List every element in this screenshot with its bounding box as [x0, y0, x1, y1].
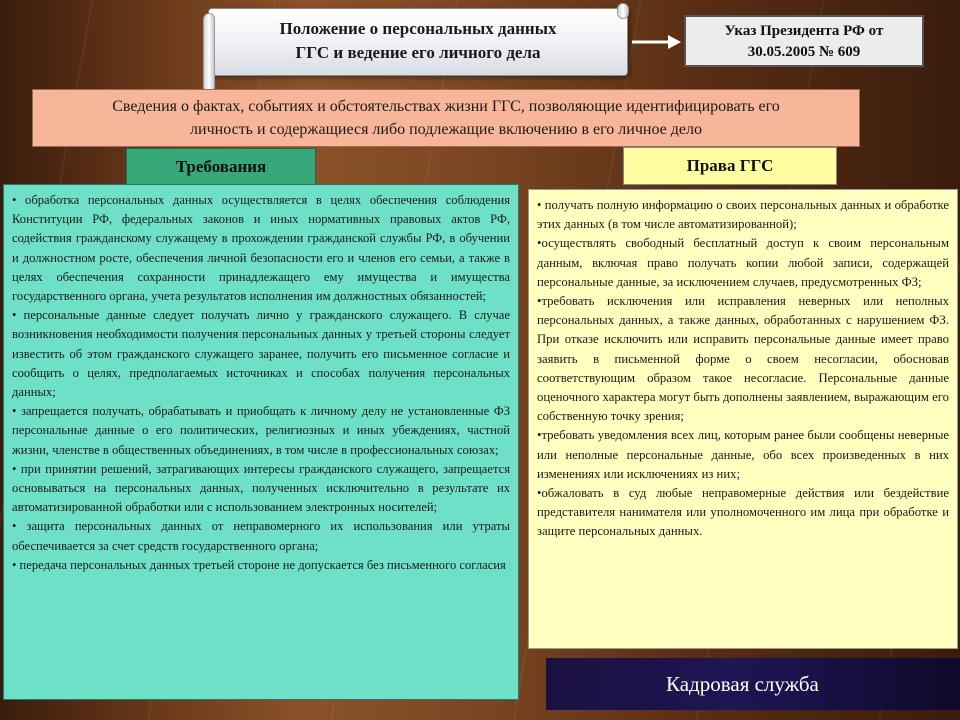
- decree-line2: 30.05.2005 № 609: [747, 44, 861, 60]
- rights-panel: [528, 189, 958, 649]
- requirement-item: • обработка персональных данных осуществляется в целях обеспечения соблюдения Конституции РФ, федеральных законов и иных нормативных правовых актов РФ, содействия гражданскому служащему в прохождении гражданской службы РФ, в обучении и должностном росте, обеспечения личной безопасности его и членов его семьи, а также в целях обеспечения сохранности принадлежащего ему имущества и имущества государственного органа, учета результатов исполнения им должностных обязанностей;: [12, 193, 510, 304]
- arrow-right-icon: [630, 34, 682, 50]
- slide-title: [221, 17, 615, 65]
- requirement-item: • запрещается получать, обрабатывать и приобщать к личному делу не установленные ФЗ персональные данные о его политических, религиозных и иных убеждениях, частной жизни, членстве в общественных объединениях, в том числе в профессиональных союзах;: [12, 404, 510, 457]
- requirements-header: Требования: [126, 148, 316, 186]
- scroll-curl-left: [203, 13, 215, 93]
- hr-service-banner: [546, 658, 960, 710]
- definition-box: [32, 89, 860, 147]
- right-item: •обжаловать в суд любые неправомерные действия или бездействие представителя нанимателя или уполномоченного им лица при обработке и защите персональных данных.: [537, 486, 949, 539]
- slide-title-line2: ГГС и ведение его личного дела: [295, 43, 541, 62]
- definition-line2: личность и содержащиеся либо подлежащие включению в его личное дело: [190, 121, 702, 138]
- right-item: •осуществлять свободный бесплатный доступ к своим персональным данным, включая право получать копии любой записи, содержащей персональные данные, за исключением случаев, предусмотренных ФЗ;: [537, 236, 949, 289]
- scroll-curl-right: [617, 3, 629, 19]
- decree-box: [684, 15, 924, 67]
- requirement-item: • передача персональных данных третьей стороне не допускается без письменного согласия: [12, 557, 506, 572]
- title-scroll: [208, 8, 628, 76]
- requirement-item: • защита персональных данных от неправомерного их использования или утраты обеспечивается за счет средств государственного органа;: [12, 519, 510, 553]
- requirement-item: • при принятии решений, затрагивающих интересы гражданского служащего, запрещается основываться на персональных данных, полученных исключительно в результате их автоматизированной обработки или с использованием электронных носителей;: [12, 461, 510, 515]
- slide-title-line1: Положение о персональных данных: [279, 19, 557, 38]
- requirement-item: • персональные данные следует получать лично у гражданского служащего. В случае возникновения необходимости получения персональных данных у третьей стороны следует известить об этом гражданского служащего заранее, получить его письменное согласие и сообщить о целях, предполагаемых источниках и способах получения персональных данных;: [12, 308, 510, 400]
- requirements-panel: [3, 184, 519, 700]
- right-item: • получать полную информацию о своих персональных данных и обработке этих данных (в том числе автоматизированной);: [537, 198, 949, 232]
- decree-line1: Указ Президента РФ от: [724, 23, 884, 39]
- definition-line1: Сведения о фактах, событиях и обстоятельствах жизни ГГС, позволяющие идентифицировать его: [112, 98, 780, 115]
- right-item: •требовать исключения или исправления неверных или неполных персональных данных, а также данных, обработанных с нарушением ФЗ. При отказе исключить или исправить персональные данные имеет право заявить в письменной форме о своем несогласии, обосновав соответствующим образом такое несогласие. Персональные данные оценочного характера могут быть дополнены заявлением, выражающим его собственную точку зрения;: [537, 294, 949, 424]
- right-item: •требовать уведомления всех лиц, которым ранее были сообщены неверные или неполные персональные данные, обо всех произведенных в них изменениях или исключениях из них;: [537, 428, 949, 481]
- rights-header: Права ГГС: [623, 147, 837, 185]
- hr-service-label: Кадровая служба: [666, 672, 819, 696]
